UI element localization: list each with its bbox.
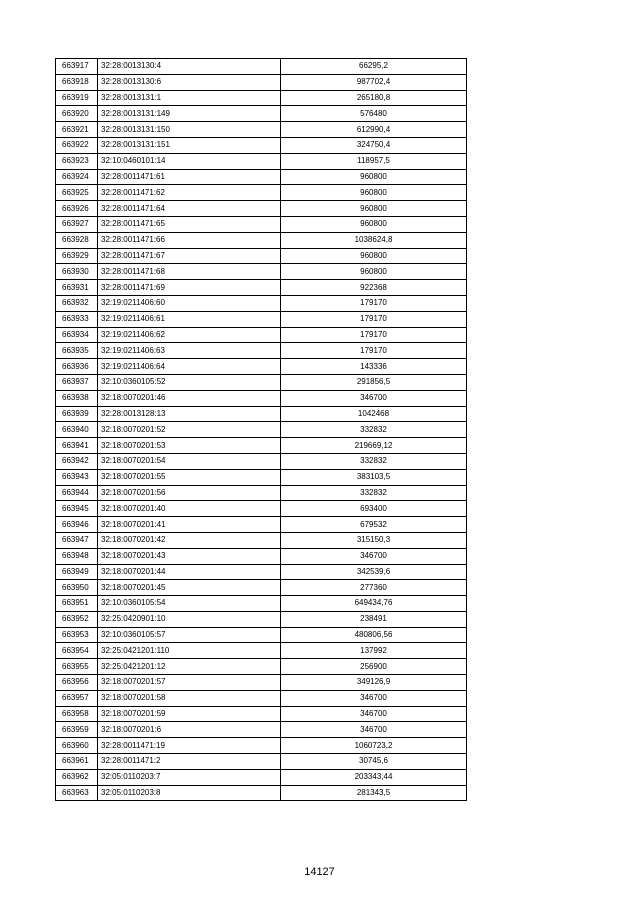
cadastral-value-cell: 281343,5 — [281, 785, 467, 801]
cadastral-number-cell: 32:28:0011471:62 — [98, 185, 281, 201]
table-row — [56, 501, 467, 517]
cadastral-number-cell: 32:18:0070201:59 — [98, 706, 281, 722]
cadastral-number-cell: 32:28:0011471:61 — [98, 169, 281, 185]
cadastral-value-cell: 960800 — [281, 169, 467, 185]
row-id-cell: 663923 — [56, 153, 98, 169]
cadastral-value-cell: 342539,6 — [281, 564, 467, 580]
cadastral-value-cell: 960800 — [281, 248, 467, 264]
cadastral-value-cell: 179170 — [281, 311, 467, 327]
cadastral-value-cell: 960800 — [281, 201, 467, 217]
row-id-cell: 663930 — [56, 264, 98, 280]
cadastral-number-cell: 32:28:0013130:6 — [98, 74, 281, 90]
table-row — [56, 216, 467, 232]
row-id-cell: 663944 — [56, 485, 98, 501]
row-id-cell: 663918 — [56, 74, 98, 90]
cadastral-value-cell: 346700 — [281, 390, 467, 406]
cadastral-number-cell: 32:19:0211406:61 — [98, 311, 281, 327]
row-id-cell: 663935 — [56, 343, 98, 359]
row-id-cell: 663948 — [56, 548, 98, 564]
cadastral-value-cell: 1042468 — [281, 406, 467, 422]
cadastral-number-cell: 32:18:0070201:44 — [98, 564, 281, 580]
cadastral-number-cell: 32:10:0360105:54 — [98, 596, 281, 612]
page-number: 14127 — [304, 866, 335, 878]
row-id-cell: 663943 — [56, 469, 98, 485]
cadastral-number-cell: 32:28:0013131:149 — [98, 106, 281, 122]
table-row — [56, 517, 467, 533]
row-id-cell: 663917 — [56, 59, 98, 75]
cadastral-value-cell: 256900 — [281, 659, 467, 675]
row-id-cell: 663922 — [56, 137, 98, 153]
cadastral-number-cell: 32:19:0211406:63 — [98, 343, 281, 359]
table-row — [56, 532, 467, 548]
cadastral-value-cell: 315150,3 — [281, 532, 467, 548]
cadastral-number-cell: 32:18:0070201:46 — [98, 390, 281, 406]
table-row — [56, 264, 467, 280]
table-row — [56, 106, 467, 122]
table-row — [56, 406, 467, 422]
cadastral-value-cell: 277360 — [281, 580, 467, 596]
cadastral-value-cell: 346700 — [281, 706, 467, 722]
cadastral-value-cell: 922368 — [281, 280, 467, 296]
cadastral-value-cell: 576480 — [281, 106, 467, 122]
cadastral-number-cell: 32:18:0070201:6 — [98, 722, 281, 738]
cadastral-value-cell: 1060723,2 — [281, 738, 467, 754]
cadastral-value-cell: 960800 — [281, 185, 467, 201]
cadastral-number-cell: 32:28:0011471:68 — [98, 264, 281, 280]
cadastral-value-cell: 332832 — [281, 485, 467, 501]
table-row — [56, 422, 467, 438]
table-row — [56, 59, 467, 75]
row-id-cell: 663933 — [56, 311, 98, 327]
cadastral-number-cell: 32:18:0070201:43 — [98, 548, 281, 564]
table-row — [56, 722, 467, 738]
cadastral-value-cell: 383103,5 — [281, 469, 467, 485]
cadastral-number-cell: 32:25:0420901:10 — [98, 611, 281, 627]
row-id-cell: 663939 — [56, 406, 98, 422]
table-row — [56, 185, 467, 201]
row-id-cell: 663962 — [56, 769, 98, 785]
cadastral-value-cell: 346700 — [281, 690, 467, 706]
cadastral-value-cell: 179170 — [281, 327, 467, 343]
row-id-cell: 663961 — [56, 754, 98, 770]
cadastral-number-cell: 32:19:0211406:64 — [98, 359, 281, 375]
cadastral-value-cell: 693400 — [281, 501, 467, 517]
cadastral-number-cell: 32:28:0013128:13 — [98, 406, 281, 422]
table-row — [56, 280, 467, 296]
table-row — [56, 754, 467, 770]
cadastral-value-cell: 30745,6 — [281, 754, 467, 770]
cadastral-value-cell: 346700 — [281, 548, 467, 564]
cadastral-number-cell: 32:18:0070201:42 — [98, 532, 281, 548]
cadastral-value-cell: 179170 — [281, 343, 467, 359]
cadastral-number-cell: 32:28:0011471:66 — [98, 232, 281, 248]
cadastral-number-cell: 32:18:0070201:52 — [98, 422, 281, 438]
row-id-cell: 663941 — [56, 438, 98, 454]
cadastral-number-cell: 32:10:0460101:14 — [98, 153, 281, 169]
cadastral-number-cell: 32:18:0070201:41 — [98, 517, 281, 533]
cadastral-number-cell: 32:28:0011471:64 — [98, 201, 281, 217]
cadastral-number-cell: 32:28:0011471:19 — [98, 738, 281, 754]
row-id-cell: 663955 — [56, 659, 98, 675]
cadastral-value-cell: 265180,8 — [281, 90, 467, 106]
cadastral-number-cell: 32:18:0070201:55 — [98, 469, 281, 485]
cadastral-value-cell: 219669,12 — [281, 438, 467, 454]
cadastral-value-cell: 349126,9 — [281, 675, 467, 691]
row-id-cell: 663920 — [56, 106, 98, 122]
row-id-cell: 663925 — [56, 185, 98, 201]
cadastral-value-cell: 960800 — [281, 264, 467, 280]
cadastral-value-cell: 480806,56 — [281, 627, 467, 643]
row-id-cell: 663937 — [56, 374, 98, 390]
cadastral-number-cell: 32:28:0011471:65 — [98, 216, 281, 232]
row-id-cell: 663936 — [56, 359, 98, 375]
cadastral-number-cell: 32:05:0110203:8 — [98, 785, 281, 801]
cadastral-value-cell: 649434,76 — [281, 596, 467, 612]
table-row — [56, 769, 467, 785]
cadastral-value-cell: 66295,2 — [281, 59, 467, 75]
table-row — [56, 706, 467, 722]
table-row — [56, 390, 467, 406]
row-id-cell: 663951 — [56, 596, 98, 612]
cadastral-number-cell: 32:18:0070201:54 — [98, 453, 281, 469]
row-id-cell: 663942 — [56, 453, 98, 469]
cadastral-value-cell: 987702,4 — [281, 74, 467, 90]
cadastral-number-cell: 32:28:0013130:4 — [98, 59, 281, 75]
cadastral-number-cell: 32:10:0360105:52 — [98, 374, 281, 390]
table-row — [56, 137, 467, 153]
cadastral-value-cell: 346700 — [281, 722, 467, 738]
table-row — [56, 359, 467, 375]
table-row — [56, 438, 467, 454]
row-id-cell: 663931 — [56, 280, 98, 296]
row-id-cell: 663952 — [56, 611, 98, 627]
cadastral-number-cell: 32:18:0070201:53 — [98, 438, 281, 454]
row-id-cell: 663953 — [56, 627, 98, 643]
row-id-cell: 663934 — [56, 327, 98, 343]
row-id-cell: 663957 — [56, 690, 98, 706]
row-id-cell: 663921 — [56, 122, 98, 138]
table-row — [56, 627, 467, 643]
row-id-cell: 663932 — [56, 295, 98, 311]
row-id-cell: 663963 — [56, 785, 98, 801]
cadastral-value-table — [55, 58, 467, 801]
table-row — [56, 201, 467, 217]
cadastral-number-cell: 32:10:0360105:57 — [98, 627, 281, 643]
table-row — [56, 343, 467, 359]
cadastral-number-cell: 32:18:0070201:58 — [98, 690, 281, 706]
table-row — [56, 169, 467, 185]
table-row — [56, 374, 467, 390]
cadastral-number-cell: 32:28:0011471:69 — [98, 280, 281, 296]
cadastral-value-cell: 679532 — [281, 517, 467, 533]
cadastral-number-cell: 32:28:0013131:150 — [98, 122, 281, 138]
row-id-cell: 663938 — [56, 390, 98, 406]
table-row — [56, 232, 467, 248]
row-id-cell: 663928 — [56, 232, 98, 248]
table-row — [56, 611, 467, 627]
row-id-cell: 663956 — [56, 675, 98, 691]
table-row — [56, 580, 467, 596]
row-id-cell: 663929 — [56, 248, 98, 264]
table-row — [56, 327, 467, 343]
cadastral-value-cell: 291856,5 — [281, 374, 467, 390]
cadastral-value-cell: 612990,4 — [281, 122, 467, 138]
row-id-cell: 663960 — [56, 738, 98, 754]
cadastral-value-cell: 238491 — [281, 611, 467, 627]
cadastral-number-cell: 32:28:0013131:1 — [98, 90, 281, 106]
table-row — [56, 122, 467, 138]
cadastral-value-cell: 332832 — [281, 453, 467, 469]
cadastral-value-cell: 203343,44 — [281, 769, 467, 785]
table-row — [56, 469, 467, 485]
table-row — [56, 485, 467, 501]
row-id-cell: 663958 — [56, 706, 98, 722]
cadastral-value-cell: 332832 — [281, 422, 467, 438]
cadastral-number-cell: 32:05:0110203:7 — [98, 769, 281, 785]
cadastral-value-cell: 324750,4 — [281, 137, 467, 153]
cadastral-value-cell: 960800 — [281, 216, 467, 232]
table-row — [56, 548, 467, 564]
row-id-cell: 663927 — [56, 216, 98, 232]
table-row — [56, 311, 467, 327]
cadastral-number-cell: 32:18:0070201:56 — [98, 485, 281, 501]
cadastral-number-cell: 32:19:0211406:62 — [98, 327, 281, 343]
table-row — [56, 153, 467, 169]
row-id-cell: 663950 — [56, 580, 98, 596]
cadastral-number-cell: 32:18:0070201:57 — [98, 675, 281, 691]
cadastral-value-cell: 137992 — [281, 643, 467, 659]
table-row — [56, 675, 467, 691]
row-id-cell: 663924 — [56, 169, 98, 185]
row-id-cell: 663940 — [56, 422, 98, 438]
row-id-cell: 663947 — [56, 532, 98, 548]
row-id-cell: 663954 — [56, 643, 98, 659]
table-row — [56, 74, 467, 90]
cadastral-number-cell: 32:25:0421201:12 — [98, 659, 281, 675]
cadastral-number-cell: 32:18:0070201:40 — [98, 501, 281, 517]
cadastral-number-cell: 32:28:0011471:67 — [98, 248, 281, 264]
cadastral-value-cell: 143336 — [281, 359, 467, 375]
row-id-cell: 663946 — [56, 517, 98, 533]
table-row — [56, 596, 467, 612]
table-row — [56, 453, 467, 469]
row-id-cell: 663959 — [56, 722, 98, 738]
row-id-cell: 663949 — [56, 564, 98, 580]
table-row — [56, 564, 467, 580]
table-row — [56, 248, 467, 264]
table-row — [56, 659, 467, 675]
cadastral-value-cell: 179170 — [281, 295, 467, 311]
cadastral-number-cell: 32:28:0013131:151 — [98, 137, 281, 153]
cadastral-value-cell: 1038624,8 — [281, 232, 467, 248]
cadastral-value-cell: 118957,5 — [281, 153, 467, 169]
table-row — [56, 785, 467, 801]
table-row — [56, 690, 467, 706]
cadastral-number-cell: 32:19:0211406:60 — [98, 295, 281, 311]
row-id-cell: 663919 — [56, 90, 98, 106]
table-row — [56, 738, 467, 754]
row-id-cell: 663926 — [56, 201, 98, 217]
table-row — [56, 295, 467, 311]
table-row — [56, 643, 467, 659]
table-row — [56, 90, 467, 106]
row-id-cell: 663945 — [56, 501, 98, 517]
cadastral-number-cell: 32:25:0421201:110 — [98, 643, 281, 659]
cadastral-number-cell: 32:28:0011471:2 — [98, 754, 281, 770]
cadastral-number-cell: 32:18:0070201:45 — [98, 580, 281, 596]
table-body — [56, 59, 467, 801]
